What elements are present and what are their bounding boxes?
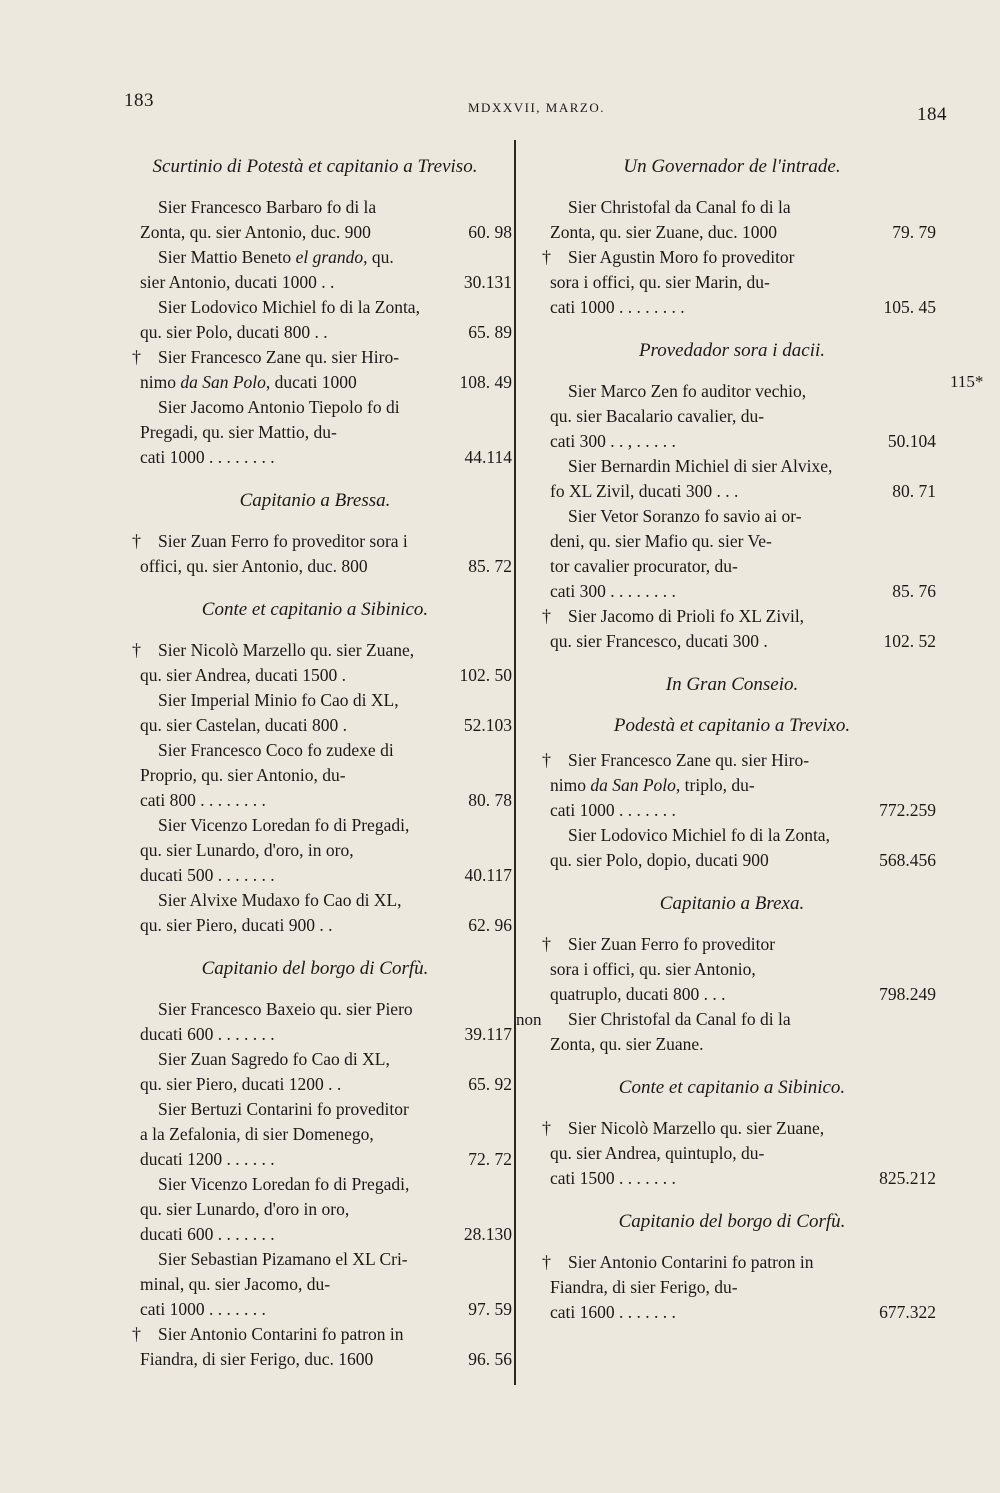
entry-text: qu. sier Polo, ducati 800 . . xyxy=(140,322,328,342)
ballot-entry xyxy=(528,1116,936,1191)
ballot-entry xyxy=(118,1047,512,1097)
entry-line: Sier Alvixe Mudaxo fo Cao di XL, xyxy=(158,890,402,910)
entry-text: Sier Christofal da Canal fo di la xyxy=(568,1009,791,1029)
entry-text: Sier Zuan Ferro fo proveditor sora i xyxy=(158,531,408,551)
entry-line xyxy=(516,1007,936,1032)
entry-line xyxy=(118,554,512,579)
entry-line xyxy=(118,270,512,295)
entry-text: cati 800 . . . . . . . . xyxy=(140,790,266,810)
vote-count: 65. 89 xyxy=(468,322,512,342)
entry-italic-text: da San Polo xyxy=(180,372,266,392)
vote-count: 62. 96 xyxy=(468,915,512,935)
vote-count: 108. 49 xyxy=(459,372,512,392)
entry-line xyxy=(118,663,512,688)
entry-text: Sier Zuan Ferro fo proveditor xyxy=(568,934,776,954)
vote-count: 85. 76 xyxy=(892,581,936,601)
vote-count: 677.322 xyxy=(879,1302,936,1322)
entry-text: fo XL Zivil, ducati 300 . . . xyxy=(550,481,739,501)
entry-line: qu. sier Lunardo, d'oro in oro, xyxy=(140,1199,350,1219)
margin-note: 115* xyxy=(950,372,984,391)
entry-line xyxy=(528,1116,936,1141)
entry-text: Sier Francesco Zane qu. sier Hiro- xyxy=(158,347,400,367)
section-title: Podestà et capitanio a Trevixo. xyxy=(613,715,851,736)
entry-line xyxy=(118,788,512,813)
entry-line xyxy=(118,345,512,370)
ballot-entry xyxy=(528,454,936,504)
entry-line xyxy=(528,429,936,454)
ballot-entry xyxy=(528,195,936,245)
entry-line xyxy=(528,245,936,270)
ballot-entry xyxy=(528,748,936,823)
entry-text: qu. sier Polo, dopio, ducati 900 xyxy=(550,850,769,870)
vote-count: 50.104 xyxy=(887,431,936,451)
entry-line: Sier Francesco Barbaro fo di la xyxy=(158,197,377,217)
vote-count: 52.103 xyxy=(463,715,512,735)
vote-count: 44.114 xyxy=(464,447,512,467)
entry-line xyxy=(118,445,512,470)
ballot-entry xyxy=(528,604,936,654)
entry-text: Sier Antonio Contarini fo patron in xyxy=(568,1252,814,1272)
right-column xyxy=(516,140,936,1325)
section-title: Scurtinio di Potestà et capitanio a Treviso. xyxy=(152,156,478,177)
entry-text: qu. sier Piero, ducati 900 . . xyxy=(140,915,333,935)
dagger-mark: † xyxy=(132,1324,141,1344)
ballot-entry xyxy=(118,1172,512,1247)
entry-line: Sier Lodovico Michiel fo di la Zonta, xyxy=(568,825,830,845)
entry-line xyxy=(118,529,512,554)
ballot-entry xyxy=(118,997,512,1047)
page-number-right: 184 xyxy=(917,104,947,125)
dagger-mark: † xyxy=(132,531,141,551)
entry-line xyxy=(118,1022,512,1047)
vote-count: 39.117 xyxy=(464,1024,512,1044)
ballot-entry xyxy=(118,245,512,295)
entry-italic-text: da San Polo xyxy=(590,775,676,795)
entry-line: Sier Zuan Sagredo fo Cao di XL, xyxy=(158,1049,390,1069)
entry-line xyxy=(118,370,512,395)
entry-line: qu. sier Bacalario cavalier, du- xyxy=(550,406,765,426)
entry-line: qu. sier Lunardo, d'oro, in oro, xyxy=(140,840,354,860)
entry-line xyxy=(528,220,936,245)
entry-line xyxy=(118,245,512,270)
entry-line xyxy=(118,1222,512,1247)
ballot-entry xyxy=(118,1322,512,1372)
vote-count: 798.249 xyxy=(879,984,936,1004)
entry-line: tor cavalier procurator, du- xyxy=(550,556,738,576)
ballot-entry xyxy=(528,504,936,604)
entry-text: Zonta, qu. sier Zuane, duc. 1000 xyxy=(550,222,777,242)
entry-text: sier Antonio, ducati 1000 . . xyxy=(140,272,335,292)
ballot-entry xyxy=(118,529,512,579)
entry-line xyxy=(118,320,512,345)
entry-line xyxy=(528,479,936,504)
ballot-entry xyxy=(528,932,936,1007)
ballot-entry xyxy=(528,245,936,320)
entry-line: Sier Vetor Soranzo fo savio ai or- xyxy=(568,506,802,526)
ballot-entry xyxy=(118,295,512,345)
left-column xyxy=(118,140,512,1372)
page-number-left: 183 xyxy=(124,90,154,111)
entry-text: cati 300 . . , . . . . . xyxy=(550,431,676,451)
entry-line xyxy=(118,913,512,938)
vote-count: 105. 45 xyxy=(883,297,936,317)
vote-count: 102. 52 xyxy=(883,631,936,651)
running-title: MDXXVII, MARZO. xyxy=(468,100,605,115)
dagger-mark: † xyxy=(542,606,551,626)
entry-line: Sier Vicenzo Loredan fo di Pregadi, xyxy=(158,1174,410,1194)
entry-line: a la Zefalonia, di sier Domenego, xyxy=(140,1124,374,1144)
section-title: In Gran Conseio. xyxy=(665,674,799,695)
entry-text: qu. sier Castelan, ducati 800 . xyxy=(140,715,348,735)
entry-line xyxy=(528,1166,936,1191)
entry-line xyxy=(528,1250,936,1275)
entry-line xyxy=(118,713,512,738)
non-mark: non xyxy=(516,1010,542,1029)
vote-count: 80. 78 xyxy=(468,790,512,810)
ballot-entry xyxy=(118,738,512,813)
dagger-mark: † xyxy=(542,750,551,770)
dagger-mark: † xyxy=(542,247,551,267)
entry-line xyxy=(118,1347,512,1372)
entry-text: Sier Nicolò Marzello qu. sier Zuane, xyxy=(568,1118,825,1138)
entry-text: cati 1000 . . . . . . . xyxy=(140,1299,266,1319)
entry-line xyxy=(528,604,936,629)
vote-count: 65. 92 xyxy=(468,1074,512,1094)
entry-line xyxy=(528,629,936,654)
vote-count: 72. 72 xyxy=(468,1149,512,1169)
entry-line: Sier Imperial Minio fo Cao di XL, xyxy=(158,690,399,710)
entry-text: , triplo, du- xyxy=(675,775,755,795)
vote-count: 96. 56 xyxy=(468,1349,512,1369)
entry-line xyxy=(528,932,936,957)
entry-text: ducati 600 . . . . . . . xyxy=(140,1224,275,1244)
vote-count: 40.117 xyxy=(464,865,512,885)
entry-line: Zonta, qu. sier Zuane. xyxy=(550,1034,704,1054)
ballot-entry xyxy=(528,823,936,873)
entry-line: Fiandra, di sier Ferigo, du- xyxy=(550,1277,738,1297)
entry-text: cati 300 . . . . . . . . xyxy=(550,581,676,601)
entry-text: Zonta, qu. sier Antonio, duc. 900 xyxy=(140,222,371,242)
section-title: Provedador sora i dacii. xyxy=(638,340,826,361)
entry-text: , qu. xyxy=(363,247,394,267)
vote-count: 568.456 xyxy=(879,850,936,870)
vote-count: 102. 50 xyxy=(459,665,512,685)
entry-line xyxy=(118,1322,512,1347)
ballot-entry xyxy=(528,379,936,454)
entry-text: nimo xyxy=(550,775,591,795)
entry-text: , ducati 1000 xyxy=(265,372,357,392)
entry-line xyxy=(528,1300,936,1325)
entry-line: Sier Marco Zen fo auditor vechio, xyxy=(568,381,807,401)
entry-line: Sier Sebastian Pizamano el XL Cri- xyxy=(158,1249,408,1269)
entry-line xyxy=(118,220,512,245)
entry-line: Proprio, qu. sier Antonio, du- xyxy=(140,765,346,785)
entry-line: Sier Francesco Baxeio qu. sier Piero xyxy=(158,999,413,1019)
vote-count: 79. 79 xyxy=(892,222,936,242)
entry-text: Sier Jacomo di Prioli fo XL Zivil, xyxy=(568,606,805,626)
entry-line: Sier Bertuzi Contarini fo proveditor xyxy=(158,1099,409,1119)
vote-count: 85. 72 xyxy=(468,556,512,576)
dagger-mark: † xyxy=(132,347,141,367)
section-title: Capitanio del borgo di Corfù. xyxy=(201,958,429,979)
entry-text: ducati 500 . . . . . . . xyxy=(140,865,275,885)
column-rule xyxy=(514,140,516,1385)
entry-line: Sier Christofal da Canal fo di la xyxy=(568,197,791,217)
vote-count: 80. 71 xyxy=(892,481,936,501)
entry-text: Sier Mattio Beneto xyxy=(158,247,296,267)
entry-line: Pregadi, qu. sier Mattio, du- xyxy=(140,422,337,442)
entry-text: ducati 1200 . . . . . . xyxy=(140,1149,275,1169)
vote-count: 30.131 xyxy=(463,272,512,292)
entry-text: Sier Nicolò Marzello qu. sier Zuane, xyxy=(158,640,415,660)
ballot-entry xyxy=(118,638,512,688)
entry-line xyxy=(528,295,936,320)
ballot-entry xyxy=(118,195,512,245)
entry-line xyxy=(528,579,936,604)
section-title: Capitanio a Bressa. xyxy=(239,490,391,511)
entry-line: Sier Francesco Coco fo zudexe di xyxy=(158,740,394,760)
section-title: Conte et capitanio a Sibinico. xyxy=(618,1077,846,1098)
entry-line: Sier Vicenzo Loredan fo di Pregadi, xyxy=(158,815,410,835)
entry-line: sora i offici, qu. sier Marin, du- xyxy=(550,272,770,292)
section-title: Capitanio del borgo di Corfù. xyxy=(618,1211,846,1232)
entry-line xyxy=(118,1072,512,1097)
entry-text: Sier Antonio Contarini fo patron in xyxy=(158,1324,404,1344)
entry-line xyxy=(528,773,936,798)
entry-text: cati 1000 . . . . . . . xyxy=(550,800,676,820)
entry-text: cati 1000 . . . . . . . . xyxy=(550,297,685,317)
entry-text: cati 1500 . . . . . . . xyxy=(550,1168,676,1188)
entry-text: Fiandra, di sier Ferigo, duc. 1600 xyxy=(140,1349,374,1369)
entry-line xyxy=(528,748,936,773)
entry-line xyxy=(118,1297,512,1322)
ballot-entry xyxy=(118,888,512,938)
ballot-entry xyxy=(516,1007,936,1057)
entry-italic-text: el grando xyxy=(295,247,364,267)
section-title: Conte et capitanio a Sibinico. xyxy=(201,599,429,620)
entry-line xyxy=(118,863,512,888)
entry-text: qu. sier Piero, ducati 1200 . . xyxy=(140,1074,342,1094)
entry-text: qu. sier Andrea, ducati 1500 . xyxy=(140,665,347,685)
entry-line: Sier Jacomo Antonio Tiepolo fo di xyxy=(158,397,400,417)
ballot-entry xyxy=(118,1097,512,1172)
entry-line: minal, qu. sier Jacomo, du- xyxy=(140,1274,331,1294)
vote-count: 28.130 xyxy=(463,1224,512,1244)
dagger-mark: † xyxy=(542,1118,551,1138)
dagger-mark: † xyxy=(132,640,141,660)
ballot-entry xyxy=(118,395,512,470)
vote-count: 97. 59 xyxy=(468,1299,512,1319)
entry-text: Sier Agustin Moro fo proveditor xyxy=(568,247,795,267)
entry-text: Sier Francesco Zane qu. sier Hiro- xyxy=(568,750,810,770)
entry-text: offici, qu. sier Antonio, duc. 800 xyxy=(140,556,368,576)
section-title: Un Governador de l'intrade. xyxy=(623,156,841,177)
entry-line: qu. sier Andrea, quintuplo, du- xyxy=(550,1143,765,1163)
entry-line xyxy=(528,848,936,873)
entry-line xyxy=(528,798,936,823)
entry-line: sora i offici, qu. sier Antonio, xyxy=(550,959,756,979)
entry-text: cati 1000 . . . . . . . . xyxy=(140,447,275,467)
entry-line: Sier Bernardin Michiel di sier Alvixe, xyxy=(568,456,833,476)
entry-line: deni, qu. sier Mafio qu. sier Ve- xyxy=(550,531,772,551)
vote-count: 825.212 xyxy=(879,1168,936,1188)
entry-text: nimo xyxy=(140,372,181,392)
entry-text: ducati 600 . . . . . . . xyxy=(140,1024,275,1044)
entry-line: Sier Lodovico Michiel fo di la Zonta, xyxy=(158,297,420,317)
ballot-entry xyxy=(528,1250,936,1325)
ballot-entry xyxy=(118,345,512,395)
ballot-entry xyxy=(118,813,512,888)
entry-line xyxy=(528,982,936,1007)
entry-text: cati 1600 . . . . . . . xyxy=(550,1302,676,1322)
dagger-mark: † xyxy=(542,934,551,954)
dagger-mark: † xyxy=(542,1252,551,1272)
vote-count: 772.259 xyxy=(879,800,936,820)
vote-count: 60. 98 xyxy=(468,222,512,242)
entry-text: quatruplo, ducati 800 . . . xyxy=(550,984,726,1004)
entry-line xyxy=(118,638,512,663)
entry-line xyxy=(118,1147,512,1172)
entry-text: qu. sier Francesco, ducati 300 . xyxy=(550,631,768,651)
section-title: Capitanio a Brexa. xyxy=(659,893,805,914)
ballot-entry xyxy=(118,688,512,738)
ballot-entry xyxy=(118,1247,512,1322)
